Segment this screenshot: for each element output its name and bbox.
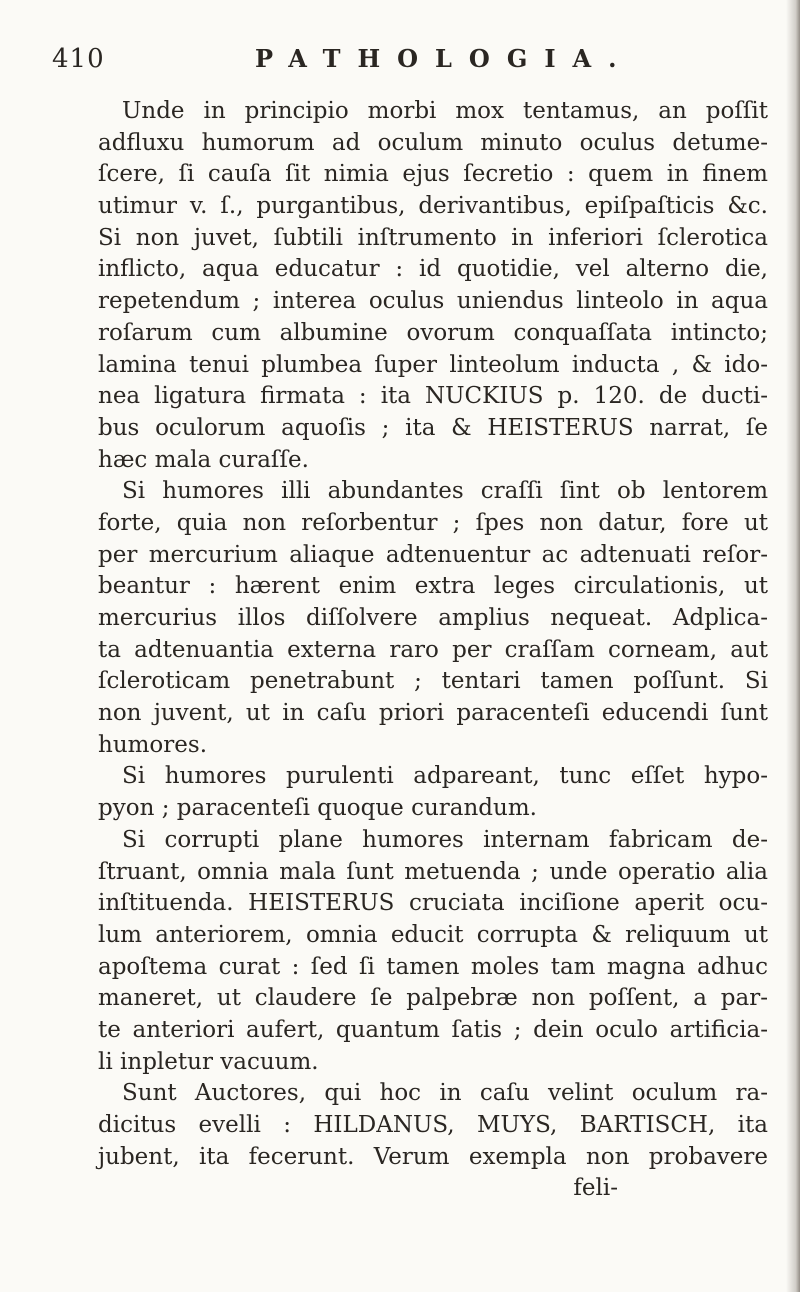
running-title: PATHOLOGIA. (255, 44, 634, 73)
text-line: non juvent, ut in caſu priori paracenteſi educendi ſunt (98, 700, 768, 727)
text-line: ſcleroticam penetrabunt ; tentari tamen poſſunt. Si (98, 668, 768, 695)
catchword: feli- (573, 1175, 618, 1202)
page-edge-shadow (786, 0, 800, 1292)
text-line: nea ligatura firmata : ita NUCKIUS p. 120. de ducti- (98, 383, 768, 410)
body-text (98, 96, 768, 1205)
text-line: ſtruant, omnia mala ſunt metuenda ; unde operatio alia (98, 858, 768, 885)
page-header (52, 44, 752, 84)
text-line: roſarum cum albumine ovorum conquaſſata intincto; (98, 319, 768, 346)
text-line: per mercurium aliaque adtenuentur ac adtenuati reſor- (98, 541, 768, 568)
text-line: ta adtenuantia externa raro per craſſam corneam, aut (98, 636, 768, 663)
text-line: dicitus evelli : HILDANUS, MUYS, BARTISCH, ita (98, 1112, 768, 1138)
text-line: te anteriori aufert, quantum ſatis ; dein oculo artificia- (98, 1016, 768, 1043)
text-line: adfluxu humorum ad oculum minuto oculus detume- (98, 129, 768, 156)
text-line: lum anteriorem, omnia educit corrupta & reliquum ut (98, 921, 768, 948)
text-line: beantur : hærent enim extra leges circulationis, ut (98, 573, 768, 600)
page-number: 410 (52, 44, 105, 74)
text-line: maneret, ut claudere ſe palpebræ non poſſent, a par- (98, 985, 768, 1012)
text-line: Si humores illi abundantes craſſi ſint ob lentorem (122, 478, 768, 505)
text-line: inſtituenda. HEISTERUS cruciata inciſione aperit ocu- (98, 890, 768, 917)
text-line: apoſtema curat : ſed ſi tamen moles tam magna adhuc (98, 953, 768, 980)
text-line: pyon ; paracenteſi quoque curandum. (98, 795, 537, 822)
text-line: humores. (98, 731, 208, 758)
text-line: Si humores purulenti adpareant, tunc eſſet hypo- (122, 763, 768, 790)
text-line: bus oculorum aquoſis ; ita & HEISTERUS narrat, ſe (98, 414, 768, 441)
text-line: lamina tenui plumbea ſuper linteolum inducta , & ido- (98, 351, 768, 378)
text-line: ſcere, ſi cauſa ſit nimia ejus ſecretio : quem in finem (98, 161, 768, 188)
text-line: forte, quia non reſorbentur ; ſpes non datur, fore ut (98, 509, 768, 536)
text-line: Si corrupti plane humores internam fabricam de- (122, 826, 768, 853)
text-line: utimur v. ſ., purgantibus, derivantibus, epiſpaſticis &c. (98, 193, 768, 220)
text-line: Si non juvet, ſubtili inſtrumento in inferiori ſclerotica (98, 224, 768, 251)
text-line: li inpletur vacuum. (98, 1048, 319, 1075)
text-line: jubent, ita fecerunt. Verum exempla non probavere (98, 1143, 768, 1170)
text-line: Sunt Auctores, qui hoc in caſu velint oculum ra- (122, 1080, 768, 1107)
text-line: hæc mala curaſſe. (98, 446, 309, 473)
text-line: inflicto, aqua educatur : id quotidie, vel alterno die, (98, 256, 768, 283)
text-line: Unde in principio morbi mox tentamus, an poſſit (122, 98, 768, 124)
text-line: repetendum ; interea oculus uniendus linteolo in aqua (98, 288, 768, 315)
text-line: mercurius illos diſſolvere amplius nequeat. Adplica- (98, 605, 768, 631)
